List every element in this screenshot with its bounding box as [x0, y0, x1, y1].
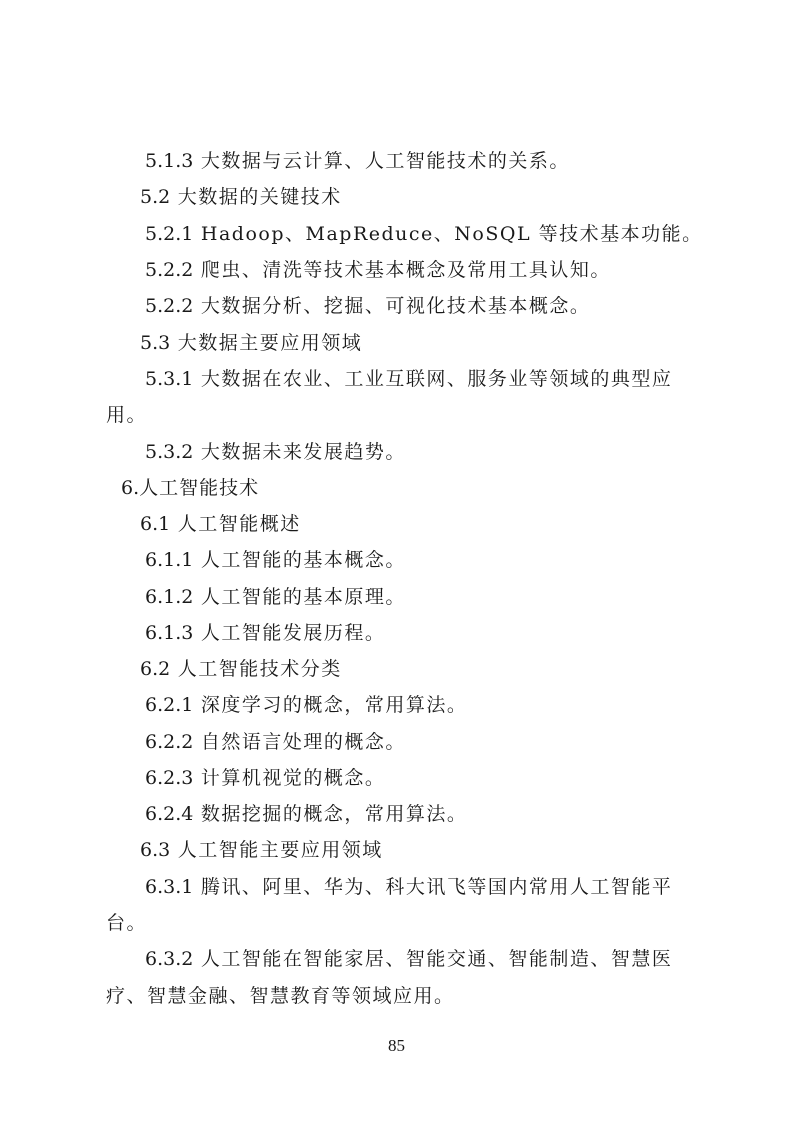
item-number: 5.1.3	[145, 150, 194, 172]
section-5-3	[140, 332, 362, 354]
section-number: 6.3	[140, 839, 171, 861]
page-number: 85	[388, 1036, 405, 1055]
item-6-3-2	[145, 948, 672, 970]
item-number: 5.2.2	[145, 259, 194, 281]
item-6-3-1-continuation	[106, 912, 147, 934]
item-6-3-1	[145, 876, 672, 898]
section-number: 6.1	[140, 513, 171, 535]
section-title: 人工智能主要应用领域	[177, 839, 383, 861]
section-5-2	[140, 186, 342, 208]
section-number: 6.2	[140, 658, 171, 680]
item-text: 人工智能发展历程。	[200, 622, 386, 644]
item-6-2-3	[145, 767, 385, 789]
item-text: 台。	[106, 912, 148, 934]
item-text: 大数据在农业、工业互联网、服务业等领域的典型应	[200, 368, 673, 390]
section-6-1	[140, 513, 301, 535]
item-number: 6.1.1	[145, 549, 194, 571]
item-6-2-1	[145, 694, 467, 716]
item-5-3-2	[145, 441, 406, 463]
item-number: 5.3.2	[145, 441, 194, 463]
item-5-3-1-continuation	[106, 404, 147, 426]
item-text: 大数据未来发展趋势。	[200, 441, 406, 463]
item-text: 自然语言处理的概念。	[200, 731, 406, 753]
item-number: 5.2.1	[145, 223, 194, 245]
item-text: 数据挖掘的概念，常用算法。	[200, 803, 468, 825]
item-text: 计算机视觉的概念。	[200, 767, 386, 789]
section-title: 大数据的关键技术	[177, 186, 342, 208]
item-6-2-2	[145, 731, 406, 753]
item-text: 人工智能的基本概念。	[200, 549, 406, 571]
item-text: 疗、智慧金融、智慧教育等领域应用。	[106, 985, 455, 1007]
item-6-1-1	[145, 549, 406, 571]
item-number: 6.1.3	[145, 622, 194, 644]
item-number: 6.2.1	[145, 694, 194, 716]
item-5-2-2-a	[145, 259, 611, 281]
item-text: 深度学习的概念，常用算法。	[200, 694, 468, 716]
item-text: 用。	[106, 404, 148, 426]
item-5-3-1	[145, 368, 672, 390]
item-number: 6.2.3	[145, 767, 194, 789]
item-text: 大数据与云计算、人工智能技术的关系。	[200, 150, 570, 172]
item-5-2-1	[145, 223, 703, 245]
section-title: 人工智能技术分类	[177, 658, 342, 680]
item-number: 6.3.2	[145, 948, 194, 970]
item-text: 爬虫、清洗等技术基本概念及常用工具认知。	[200, 259, 611, 281]
section-6-3	[140, 839, 383, 861]
item-6-1-2	[145, 586, 406, 608]
item-number: 6.3.1	[145, 876, 194, 898]
item-number: 6.2.4	[145, 803, 194, 825]
item-number: 6.2.2	[145, 731, 194, 753]
section-title: 人工智能概述	[177, 513, 301, 535]
chapter-6	[121, 477, 259, 499]
item-text: Hadoop、MapReduce、NoSQL 等技术基本功能。	[200, 223, 703, 245]
chapter-number: 6.	[121, 477, 140, 499]
section-number: 5.3	[140, 332, 171, 354]
section-6-2	[140, 658, 342, 680]
item-6-2-4	[145, 803, 467, 825]
item-text: 人工智能在智能家居、智能交通、智能制造、智慧医	[200, 948, 673, 970]
item-6-1-3	[145, 622, 385, 644]
item-text: 腾讯、阿里、华为、科大讯飞等国内常用人工智能平	[200, 876, 673, 898]
item-number: 5.3.1	[145, 368, 194, 390]
item-5-2-2-b	[145, 295, 590, 317]
item-text: 人工智能的基本原理。	[200, 586, 406, 608]
section-number: 5.2	[140, 186, 171, 208]
chapter-title: 人工智能技术	[139, 477, 260, 499]
section-title: 大数据主要应用领域	[177, 332, 363, 354]
item-number: 5.2.2	[145, 295, 194, 317]
item-6-3-2-continuation	[106, 985, 455, 1007]
item-5-1-3	[145, 150, 570, 172]
item-text: 大数据分析、挖掘、可视化技术基本概念。	[200, 295, 591, 317]
item-number: 6.1.2	[145, 586, 194, 608]
